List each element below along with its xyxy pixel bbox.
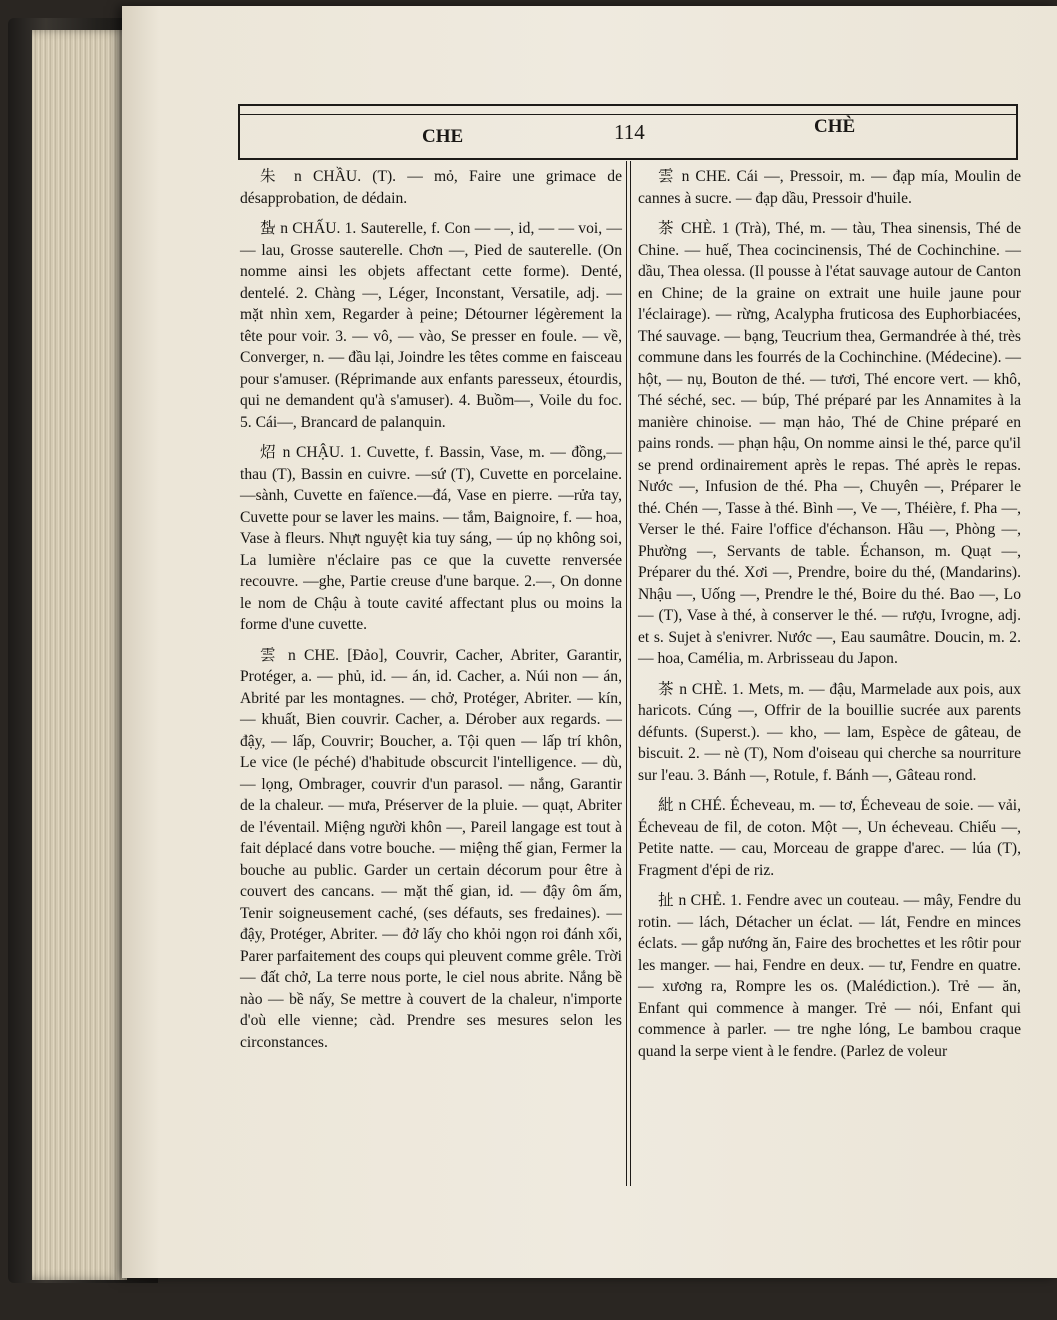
page-edges [32,30,127,1280]
entry-text: 紕 n CHÉ. Écheveau, m. — tơ, Écheveau de soie. — vải, Écheveau de fil, de coton. Một —, Un écheveau. Chiếu —, Petite natte. — cau, Morceau de grappe d'arec. — lúa (T), Fragment d'épi de riz. [638,797,1021,879]
entry-che-4 [638,679,1021,787]
entry-text: 雲 n CHE. Cái —, Pressoir, m. — đạp mía, Moulin de cannes à sucre. — đạp dầu, Pressoir d'huile. [638,168,1021,207]
header-rule [240,114,1016,115]
entry-che-1 [240,645,622,1054]
entry-text: 朱 n CHẦU. (T). — mỏ, Faire une grimace de désapprobation, de dédain. [240,168,622,207]
header-right-word: CHÈ [814,116,856,137]
entry-che-6 [638,890,1021,1062]
entry-che-2 [638,166,1021,209]
dictionary-page [122,6,1057,1278]
right-column [638,166,1021,1071]
entry-text: 茶 n CHÈ. 1. Mets, m. — đậu, Marmelade aux pois, aux haricots. Cúng —, Offrir de la bouillie sucrée aux parents défunts. (Superst.). — kho, — lam, Espèce de gâteau, de biscuit. 2. — nè (T), Nom d'oiseau qui cherche sa nourriture sur l'eau. 3. Bánh —, Rotule, f. Bánh —, Gâteau rond. [638,680,1021,784]
entry-text: 蚻 n CHẤU. 1. Sauterelle, f. Con — —, id, — — voi, — — lau, Grosse sauterelle. Chơn —, Pied de sauterelle. (On nomme ainsi les objets affectant cette forme). Denté, dentelé. 2. Chàng —, Léger, Inconstant, Versatile, adj. — mặt nhìn xem, Regarder à peine; Détourner légèrement la tête pour voir. 3. — vô, — vào, Se presser en foule. — về, Converger, n. — đầu lại, Joindre les têtes comme en faisceau pour s'amuser. (Réprimande aux enfants paresseux, étourdis, qui ne demandent qu'à s'amuser). 4. Buồm—, Voile du foc. 5. Cái—, Brancard de palanquin. [240,220,622,431]
entry-text: 炤 n CHẬU. 1. Cuvette, f. Bassin, Vase, m. — đồng,—thau (T), Bassin en cuivre. —sứ (T), Cuvette en porcelaine. —sành, Cuvette en faïence.—đá, Vase en pierre. —rửa tay, Cuvette pour se laver les mains. — tắm, Baignoire, f. — hoa, Vase à fleurs. Nhựt nguyệt kia tuy sáng, — úp nọ không soi, La lumière n'éclaire pas ce que la cuvette renversée recouvre. —ghe, Partie creuse d'une barque. 2.—, On donne le nom de Chậu à toute cavité affectant plus ou moins la forme d'une cuvette. [240,444,622,633]
running-header [238,104,1018,160]
entry-che-5 [638,795,1021,881]
entry-chau-2 [240,218,622,433]
entry-text: 雲 n CHE. [Đảo], Couvrir, Cacher, Abriter, Garantir, Protéger, a. — phủ, id. — án, id. Cacher, a. Núi non — án, Abrité par les montagnes. — chở, Protéger, Abriter. — kín, — khuất, Bien couvrir. Cacher, a. Dérober aux regards. — đậy, — lấp, Couvrir; Boucher, a. Tội quen — lấp trí khôn, Le vice (le péché) d'habitude obscurcit l'intelligence. — dù, — lọng, Ombrager, couvrir d'un parasol. — nắng, Garantir de la chaleur. — mưa, Préserver de la pluie. — quạt, Abriter de l'éventail. Miệng người khôn —, Pareil langage est tout à fait déplacé dans votre bouche. — miệng thế gian, Fermer la bouche au public. Garder un certain décorum pour être à couvert des cancans. — mặt thế gian, id. — đậy ôm ấm, Tenir soigneusement caché, (ses défauts, ses fredaines). — đậy, Protéger, Abriter. — đở lấy cho khỏi ngọn roi đánh xối, Parer parfaitement des coups qui pleuvent comme grêle. Trời — đất chở, La terre nous porte, le ciel nous abrite. Nắng bề nào — bề nấy, Se mettre à couvert de la chaleur, n'importe d'où elle vienne; càd. Prendre ses mesures selon les circonstances. [240,646,622,1051]
left-column [240,166,622,1062]
entry-chau-3 [240,442,622,636]
page-number: 114 [614,120,645,144]
column-divider [626,161,631,1186]
entry-text: 扯 n CHẺ. 1. Fendre avec un couteau. — mây, Fendre du rotin. — lách, Détacher un éclat. — lát, Fendre en minces éclats. — gắp nướng ăn, Faire des brochettes et les rôtir pour les manger. — hai, Fendre en deux. — tư, Fendre en quatre. — xương ra, Rompre les os. (Malédiction.). Trẻ — ăn, Enfant qui commence à manger. Trẻ — nói, Enfant qui commence à parler. — tre nghe lóng, Le bambou craque quand la serpe vient à le fendre. (Parlez de voleur [638,892,1021,1060]
entry-che-3 [638,218,1021,670]
entry-chau-1 [240,166,622,209]
entry-text: 茶 CHÈ. 1 (Trà), Thé, m. — tàu, Thea sinensis, Thé de Chine. — huế, Thea cocincinensis, Thé de Cochinchine. — dầu, Thea olessa. (Il pousse à l'état sauvage autour de Canton en Chine; de la graine on extrait une huile jaune pour l'éclairage). — rừng, Acalypha fruticosa des Euphorbiacées, Thé sauvage. — bạng, Teucrium thea, Germandrée à thé, très commune dans les fourrés de la Cochinchine. (Médecine). — hột, — nụ, Bouton de thé. — tươi, Thé encore vert. — khô, Thé séché, sec. — búp, Thé préparé par les Annamites à la manière chinoise. — mạn hảo, Thé de Chine préparé en pains ronds. — phạn hậu, On nomme ainsi le thé, parce qu'il se prend ordinairement après le repas. Thé après le repas. Nước —, Infusion de thé. Pha —, Chuyên —, Préparer le thé. Chén —, Tasse à thé. Bình —, Ve —, Théière, f. Pha —, Verser le thé. Faire l'office d'échanson. Hầu —, Phòng —, Phường —, Servants de table. Échanson, m. Quạt —, Préparer du thé. Xơi —, Prendre, boire du thé, (Mandarins). Nhậu —, Uống —, Prendre le thé, Boire du thé. Bao —, Lo — (T), Vase à thé, à conserver le thé. — rượu, Ivrogne, adj. et s. Sujet à s'enivrer. Nước —, Eau saumâtre. Doucin, m. 2. — hoa, Camélia, m. Arbrisseau du Japon. [638,220,1021,667]
header-left-word: CHE [422,126,464,147]
